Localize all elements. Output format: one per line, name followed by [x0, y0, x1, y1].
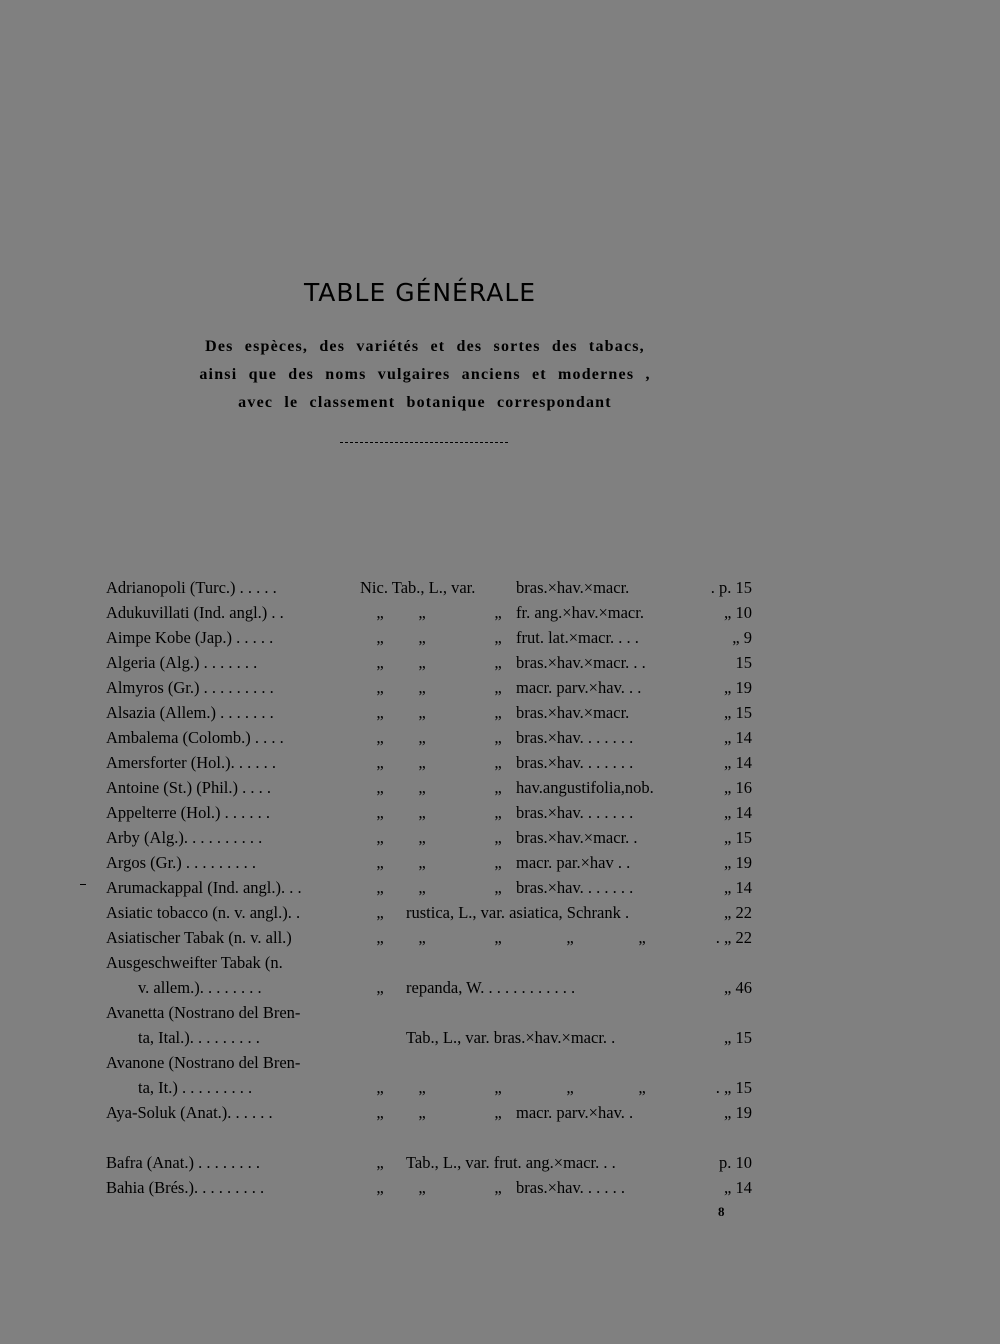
table-row [0, 1100, 1000, 1125]
entry-name: Argos (Gr.) . . . . . . . . . [106, 853, 257, 872]
entry-page-number: „ 19 [724, 678, 752, 697]
ditto-mark: „ [494, 803, 502, 822]
ditto-mark: „ [376, 678, 384, 697]
entry-classification: bras.×hav. . . . . . . [516, 753, 634, 772]
entry-page-number: . „ 15 [715, 1078, 752, 1097]
ditto-mark: „ [376, 1103, 384, 1122]
entry-name: Aya-Soluk (Anat.). . . . . . [106, 1103, 273, 1122]
ditto-mark: „ [494, 878, 502, 897]
entry-classification: bras.×hav.×macr. [516, 703, 630, 722]
ditto-mark: „ [494, 1103, 502, 1122]
ditto-mark: „ [418, 778, 426, 797]
entry-classification: macr. parv.×hav. . [516, 1103, 634, 1122]
ditto-mark: „ [418, 653, 426, 672]
entry-page-number: „ 46 [724, 978, 752, 997]
ditto-mark: „ [376, 1153, 384, 1172]
entry-name: Antoine (St.) (Phil.) . . . . [106, 778, 271, 797]
entry-page-number: „ 19 [724, 1103, 752, 1122]
table-row [0, 650, 1000, 675]
ditto-mark: „ [376, 753, 384, 772]
entry-name: Bafra (Anat.) . . . . . . . . [106, 1153, 260, 1172]
ditto-mark: „ [418, 828, 426, 847]
entry-name: Aimpe Kobe (Jap.) . . . . . [106, 628, 274, 647]
subtitle-line-3: avec le classement botanique correspondant [238, 394, 612, 411]
entry-page-number: „ 15 [724, 703, 752, 722]
ditto-mark: „ [494, 628, 502, 647]
entry-name: Ambalema (Colomb.) . . . . [106, 728, 284, 747]
ditto-mark: „ [638, 1078, 646, 1097]
table-row [0, 1150, 1000, 1175]
table-row [0, 900, 1000, 925]
entry-page-number: 15 [735, 653, 752, 672]
table-row [0, 1050, 1000, 1075]
subtitle-line-2: ainsi que des noms vulgaires anciens et modernes , [199, 366, 651, 383]
entry-page-number: „ 14 [724, 803, 752, 822]
subtitle-line-1: Des espèces, des variétés et des sortes des tabacs, [205, 338, 645, 355]
margin-mark [80, 884, 86, 885]
entry-page-number: „ 14 [724, 728, 752, 747]
ditto-mark: „ [494, 753, 502, 772]
ditto-mark: „ [494, 603, 502, 622]
ditto-mark: „ [418, 728, 426, 747]
ditto-mark: „ [376, 728, 384, 747]
ditto-mark: „ [418, 628, 426, 647]
table-row [0, 975, 1000, 1000]
entry-classification: bras.×hav. . . . . . [516, 1178, 626, 1197]
entry-page-number: „ 14 [724, 1178, 752, 1197]
table-row [0, 825, 1000, 850]
signature-mark: 8 [718, 1204, 725, 1219]
entry-name: Appelterre (Hol.) . . . . . . [106, 803, 271, 822]
ditto-mark: „ [418, 603, 426, 622]
ditto-mark: „ [418, 1178, 426, 1197]
table-row [0, 625, 1000, 650]
ditto-mark: „ [566, 928, 574, 947]
entry-classification: bras.×hav. . . . . . . [516, 878, 634, 897]
ditto-mark: „ [494, 928, 502, 947]
table-row [0, 950, 1000, 975]
ditto-mark: „ [418, 1103, 426, 1122]
page-title: TABLE GÉNÉRALE [303, 278, 537, 307]
entry-page-number: „ 22 [724, 903, 752, 922]
table-row [0, 725, 1000, 750]
ditto-mark: „ [376, 978, 384, 997]
ditto-mark: „ [494, 728, 502, 747]
ditto-mark: „ [376, 653, 384, 672]
ditto-mark: „ [376, 853, 384, 872]
table-row [0, 675, 1000, 700]
entry-name: Almyros (Gr.) . . . . . . . . . [106, 678, 274, 697]
ditto-mark: „ [494, 1078, 502, 1097]
ditto-mark: „ [376, 803, 384, 822]
ditto-mark: „ [376, 928, 384, 947]
table-row [0, 1025, 1000, 1050]
ditto-mark: „ [494, 653, 502, 672]
entry-page-number: „ 19 [724, 853, 752, 872]
table-row [0, 600, 1000, 625]
ditto-mark: „ [494, 703, 502, 722]
entry-classification: macr. parv.×hav. . . [516, 678, 642, 697]
entry-page-number: „ 14 [724, 753, 752, 772]
entry-name: Asiatischer Tabak (n. v. all.) [106, 928, 292, 947]
entry-classification: bras.×hav.×macr. . [516, 828, 638, 847]
entry-classification: rustica, L., var. asiatica, Schrank . [406, 903, 630, 922]
entry-classification: frut. lat.×macr. . . . [516, 628, 639, 647]
entry-name: Algeria (Alg.) . . . . . . . [106, 653, 258, 672]
entry-classification: bras.×hav.×macr. . . [516, 653, 646, 672]
entry-classification: hav.angustifolia,nob. [516, 778, 654, 797]
ditto-mark: „ [376, 903, 384, 922]
entry-name: Amersforter (Hol.). . . . . . [106, 753, 276, 772]
table-row [0, 750, 1000, 775]
entry-name: ta, It.) . . . . . . . . . [138, 1078, 253, 1097]
ditto-mark: „ [376, 628, 384, 647]
entry-page-number: „ 15 [724, 1028, 752, 1047]
entry-name: Adrianopoli (Turc.) . . . . . [106, 578, 277, 597]
table-row [0, 925, 1000, 950]
entry-page-number: . „ 22 [715, 928, 752, 947]
ditto-mark: „ [494, 1178, 502, 1197]
entry-classification: bras.×hav. . . . . . . [516, 803, 634, 822]
ditto-mark: „ [376, 703, 384, 722]
entry-name: ta, Ital.). . . . . . . . . [138, 1028, 260, 1047]
ditto-mark: „ [376, 828, 384, 847]
entry-classification: repanda, W. . . . . . . . . . . . [406, 978, 576, 997]
ditto-mark: „ [494, 678, 502, 697]
ditto-mark: „ [566, 1078, 574, 1097]
ditto-mark: „ [418, 853, 426, 872]
entry-page-number: . p. 15 [710, 578, 752, 597]
entry-genus: Nic. Tab., L., var. [360, 578, 476, 597]
entry-name: Alsazia (Allem.) . . . . . . . [106, 703, 274, 722]
ditto-mark: „ [418, 753, 426, 772]
table-row [0, 700, 1000, 725]
table-row [0, 850, 1000, 875]
ditto-mark: „ [418, 878, 426, 897]
entry-classification: Tab., L., var. bras.×hav.×macr. . [406, 1028, 616, 1047]
entry-name: Arby (Alg.). . . . . . . . . . [106, 828, 263, 847]
entry-page-number: „ 14 [724, 878, 752, 897]
ditto-mark: „ [376, 603, 384, 622]
entry-name: Avanone (Nostrano del Bren- [106, 1053, 301, 1072]
entry-name: Ausgeschweifter Tabak (n. [106, 953, 283, 972]
table-row [0, 775, 1000, 800]
table-row [0, 575, 1000, 600]
entry-page-number: „ 9 [732, 628, 752, 647]
ditto-mark: „ [418, 803, 426, 822]
entry-name: Arumackappal (Ind. angl.). . . [106, 878, 302, 897]
ditto-mark: „ [376, 1078, 384, 1097]
ditto-mark: „ [376, 878, 384, 897]
ditto-mark: „ [494, 828, 502, 847]
entry-classification: fr. ang.×hav.×macr. [516, 603, 644, 622]
entry-page-number: p. 10 [719, 1153, 752, 1172]
table-row [0, 800, 1000, 825]
ditto-mark: „ [494, 853, 502, 872]
ditto-mark: „ [494, 778, 502, 797]
ditto-mark: „ [418, 678, 426, 697]
ditto-mark: „ [418, 703, 426, 722]
entry-name: Adukuvillati (Ind. angl.) . . [106, 603, 284, 622]
table-row [0, 1000, 1000, 1025]
entry-name: Avanetta (Nostrano del Bren- [106, 1003, 301, 1022]
entry-classification: macr. par.×hav . . [516, 853, 631, 872]
entry-classification: bras.×hav.×macr. [516, 578, 630, 597]
entry-page-number: „ 10 [724, 603, 752, 622]
entry-name: Asiatic tobacco (n. v. angl.). . [106, 903, 301, 922]
table-row [0, 1175, 1000, 1200]
title-divider [340, 442, 508, 443]
entry-page-number: „ 15 [724, 828, 752, 847]
entry-classification: Tab., L., var. frut. ang.×macr. . . [406, 1153, 616, 1172]
table-row [0, 1075, 1000, 1100]
ditto-mark: „ [418, 928, 426, 947]
table-row [0, 875, 1000, 900]
entry-name: Bahia (Brés.). . . . . . . . . [106, 1178, 265, 1197]
entry-classification: bras.×hav. . . . . . . [516, 728, 634, 747]
ditto-mark: „ [376, 1178, 384, 1197]
entry-page-number: „ 16 [724, 778, 752, 797]
entry-name: v. allem.). . . . . . . . [138, 978, 262, 997]
ditto-mark: „ [418, 1078, 426, 1097]
ditto-mark: „ [638, 928, 646, 947]
ditto-mark: „ [376, 778, 384, 797]
